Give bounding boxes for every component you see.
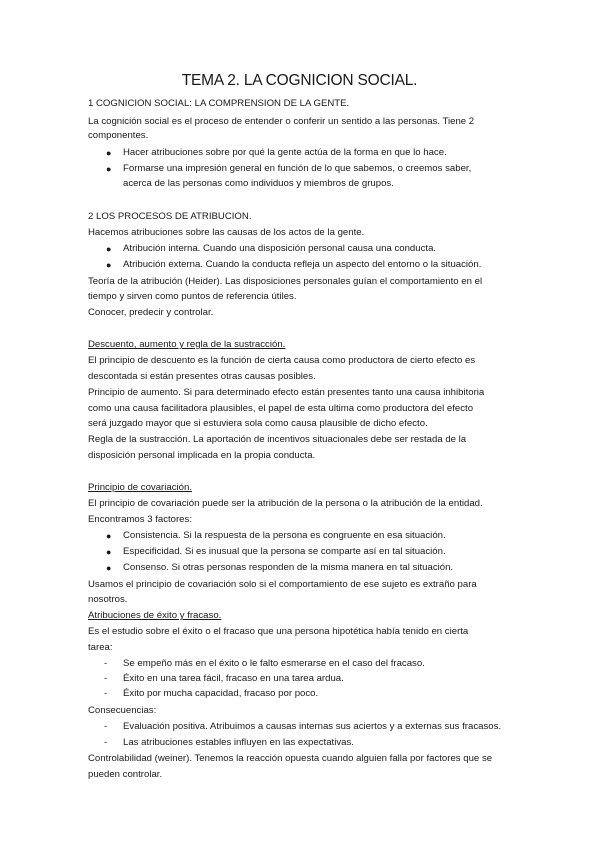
list-item: Consenso. Si otras personas responden de la misma manera en tal situación.	[123, 562, 454, 573]
list-item: Hacer atribuciones sobre por qué la gente actúa de la forma en que lo hace.	[123, 147, 447, 158]
page-title: TEMA 2. LA COGNICION SOCIAL.	[181, 72, 418, 89]
paragraph-line: Conocer, predecir y controlar.	[88, 307, 214, 318]
list-item: Se empeño más en el éxito o le falto esmerarse en el caso del fracaso.	[123, 658, 425, 669]
list-item: Especificidad. Si es inusual que la persona se comparte así en tal situación.	[123, 546, 446, 557]
paragraph-line: Controlabilidad (weiner). Tenemos la reacción opuesta cuando alguien falla por factores que se	[88, 753, 493, 764]
paragraph-line: La cognición social es el proceso de entender o conferir un sentido a las personas. Tiene 2	[88, 116, 475, 127]
list-item: Consistencia. Si la respuesta de la persona es congruente en esa situación.	[123, 530, 446, 541]
bullet-icon: ●	[106, 260, 112, 270]
paragraph-line: descontada si están presentes otras causas posibles.	[88, 371, 316, 382]
paragraph-line: Es el estudio sobre el éxito o el fracaso que una persona hipotética había tenido en cierta	[88, 626, 469, 637]
paragraph-line: Consecuencias:	[88, 705, 157, 716]
list-item: acerca de las personas como individuos y miembros de grupos.	[123, 178, 394, 189]
paragraph-line: nosotros.	[88, 594, 128, 605]
list-item: Las atribuciones estables influyen en las expectativas.	[123, 737, 354, 748]
bullet-icon: ●	[106, 563, 112, 573]
paragraph-line: disposición personal implicada en la propia conducta.	[88, 450, 316, 461]
paragraph-line: Encontramos 3 factores:	[88, 514, 192, 525]
paragraph-line: componentes.	[88, 130, 149, 141]
list-item: Éxito en una tarea fácil, fracaso en una tarea ardua.	[123, 673, 344, 684]
paragraph-line: El principio de descuento es la función de cierta causa como productora de cierto efecto es	[88, 355, 476, 366]
paragraph-line: Usamos el principio de covariación solo si el comportamiento de ese sujeto es extraño para	[88, 579, 477, 590]
list-item: Atribución externa. Cuando la conducta refleja un aspecto del entorno o la situación.	[123, 259, 482, 270]
paragraph-line: Hacemos atribuciones sobre las causas de los actos de la gente.	[88, 227, 365, 238]
bullet-icon: ●	[106, 164, 112, 174]
paragraph-line: Regla de la sustracción. La aportación de incentivos situacionales debe ser restada de la	[88, 434, 467, 445]
dash-icon: -	[104, 721, 108, 732]
dash-icon: -	[104, 737, 108, 748]
bullet-icon: ●	[106, 547, 112, 557]
paragraph-line: pueden controlar.	[88, 769, 163, 780]
paragraph-line: El principio de covariación puede ser la atribución de la persona o la atribución de la entidad.	[88, 498, 483, 509]
list-item: Éxito por mucha capacidad, fracaso por poco.	[123, 688, 319, 699]
section-heading: Atribuciones de éxito y fracaso.	[88, 610, 222, 621]
bullet-icon: ●	[106, 148, 112, 158]
paragraph-line: como una causa facilitadora plausibles, el papel de esta ultima como productora del efecto	[88, 403, 474, 414]
dash-icon: -	[104, 658, 108, 669]
section-heading: Descuento, aumento y regla de la sustracción.	[88, 339, 286, 350]
dash-icon: -	[104, 673, 108, 684]
bullet-icon: ●	[106, 244, 112, 254]
list-item: Atribución interna. Cuando una disposición personal causa una conducta.	[123, 243, 437, 254]
list-item: Evaluación positiva. Atribuimos a causas internas sus aciertos y a externas sus fracasos.	[123, 721, 502, 732]
paragraph-line: será juzgado mayor que si estuviera sola como causa plausible de dicho efecto.	[88, 418, 428, 429]
paragraph-line: Teoría de la atribución (Heider). Las disposiciones personales guían el comportamiento en el	[88, 276, 483, 287]
dash-icon: -	[104, 688, 108, 699]
paragraph-line: tiempo y sirven como puntos de referencia útiles.	[88, 291, 297, 302]
list-item: Formarse una impresión general en función de lo que sabemos, o creemos saber,	[123, 163, 472, 174]
section-heading: 2 LOS PROCESOS DE ATRIBUCION.	[88, 211, 252, 222]
paragraph-line: tarea:	[88, 642, 113, 653]
paragraph-line: Principio de aumento. Si para determinado efecto están presentes tanto una causa inhibitoria	[88, 387, 485, 398]
section-heading: Principio de covariación.	[88, 482, 192, 493]
section-heading: 1 COGNICION SOCIAL: LA COMPRENSION DE LA GENTE.	[88, 98, 350, 109]
bullet-icon: ●	[106, 531, 112, 541]
